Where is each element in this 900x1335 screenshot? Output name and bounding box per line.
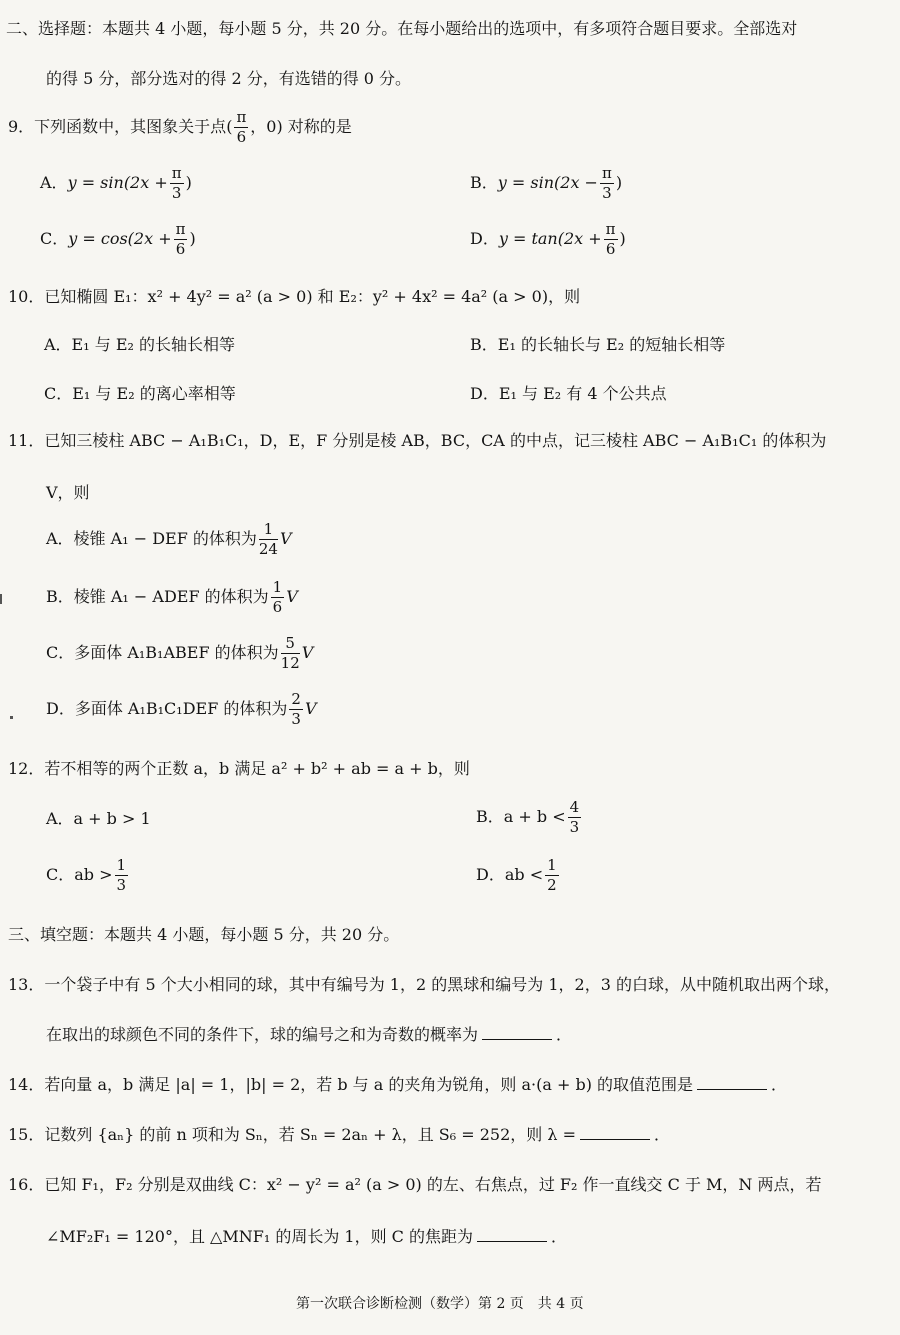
question-9-option-c: C．y = cos(2x + $\frac{\pi}{6}$ ) [40, 220, 196, 258]
answer-blank [482, 1038, 552, 1040]
scan-speck [10, 716, 13, 719]
answer-blank [477, 1240, 547, 1242]
question-11-option-d: D．多面体 A₁B₁C₁DEF 的体积为 $\frac{2}{3}$ V [46, 690, 317, 728]
question-9-option-d: D．y = tan(2x + $\frac{\pi}{6}$ ) [470, 220, 626, 258]
section-2-title-line1: 二、选择题：本题共 4 小题，每小题 5 分，共 20 分。在每小题给出的选项中，有多项符合题目要求。全部选对 [6, 19, 798, 38]
section-3-title: 三、填空题：本题共 4 小题，每小题 5 分，共 20 分。 [8, 925, 400, 944]
question-12-option-d: D．ab < $\frac{1}{2}$ [476, 856, 557, 894]
question-12-option-c: C．ab > $\frac{1}{3}$ [46, 856, 127, 894]
question-10-option-b: B．E₁ 的长轴长与 E₂ 的短轴长相等 [470, 335, 726, 354]
fraction-pi-over-6: $\frac{\pi}{6}$ [236, 108, 247, 146]
question-13-line2: 在取出的球颜色不同的条件下，球的编号之和为奇数的概率为 ． [46, 1025, 573, 1044]
scan-speck [0, 594, 2, 604]
section-2-title-line2: 的得 5 分，部分选对的得 2 分，有选错的得 0 分。 [46, 69, 412, 88]
question-15: 15．记数列 {aₙ} 的前 n 项和为 Sₙ，若 Sₙ = 2aₙ + λ，且 S₆ = 252，则 λ = ． [8, 1125, 671, 1144]
question-14: 14．若向量 a，b 满足 |a| = 1，|b| = 2，若 b 与 a 的夹角为锐角，则 a·(a + b) 的取值范围是 ． [8, 1075, 788, 1094]
answer-blank [580, 1138, 650, 1140]
page-footer: 第一次联合诊断检测（数学）第 2 页 共 4 页 [296, 1296, 584, 1312]
question-11-option-a: A．棱锥 A₁ − DEF 的体积为 $\frac{1}{24}$ V [46, 520, 292, 558]
question-13-line1: 13．一个袋子中有 5 个大小相同的球，其中有编号为 1，2 的黑球和编号为 1，2，3 的白球，从中随机取出两个球， [8, 975, 840, 994]
answer-blank [697, 1088, 767, 1090]
question-11-stem-line2: V，则 [46, 483, 90, 502]
question-10-option-c: C．E₁ 与 E₂ 的离心率相等 [44, 384, 236, 403]
question-12-option-b: B．a + b < $\frac{4}{3}$ [476, 798, 580, 836]
question-16-line1: 16．已知 F₁，F₂ 分别是双曲线 C：x² − y² = a² (a > 0) 的左、右焦点，过 F₂ 作一直线交 C 于 M，N 两点，若 [8, 1175, 822, 1194]
question-9-option-a: A．y = sin(2x + $\frac{\pi}{3}$ ) [40, 164, 192, 202]
question-10-stem: 10．已知椭圆 E₁：x² + 4y² = a² (a > 0) 和 E₂：y² + 4x² = 4a² (a > 0)，则 [8, 287, 581, 306]
question-9-stem: 9．下列函数中，其图象关于点( $\frac{\pi}{6}$ ，0) 对称的是 [8, 108, 352, 146]
question-10-option-a: A．E₁ 与 E₂ 的长轴长相等 [44, 335, 236, 354]
question-16-line2: ∠MF₂F₁ = 120°，且 △MNF₁ 的周长为 1，则 C 的焦距为 ． [46, 1227, 568, 1246]
question-11-stem-line1: 11．已知三棱柱 ABC − A₁B₁C₁，D，E，F 分别是棱 AB，BC，CA 的中点，记三棱柱 ABC − A₁B₁C₁ 的体积为 [8, 431, 827, 450]
question-12-stem: 12．若不相等的两个正数 a，b 满足 a² + b² + ab = a + b，则 [8, 759, 470, 778]
question-11-option-b: B．棱锥 A₁ − ADEF 的体积为 $\frac{1}{6}$ V [46, 578, 298, 616]
question-9-option-b: B．y = sin(2x − $\frac{\pi}{3}$ ) [470, 164, 623, 202]
question-11-option-c: C．多面体 A₁B₁ABEF 的体积为 $\frac{5}{12}$ V [46, 634, 314, 672]
question-10-option-d: D．E₁ 与 E₂ 有 4 个公共点 [470, 384, 667, 403]
question-12-option-a: A．a + b > 1 [46, 809, 151, 828]
